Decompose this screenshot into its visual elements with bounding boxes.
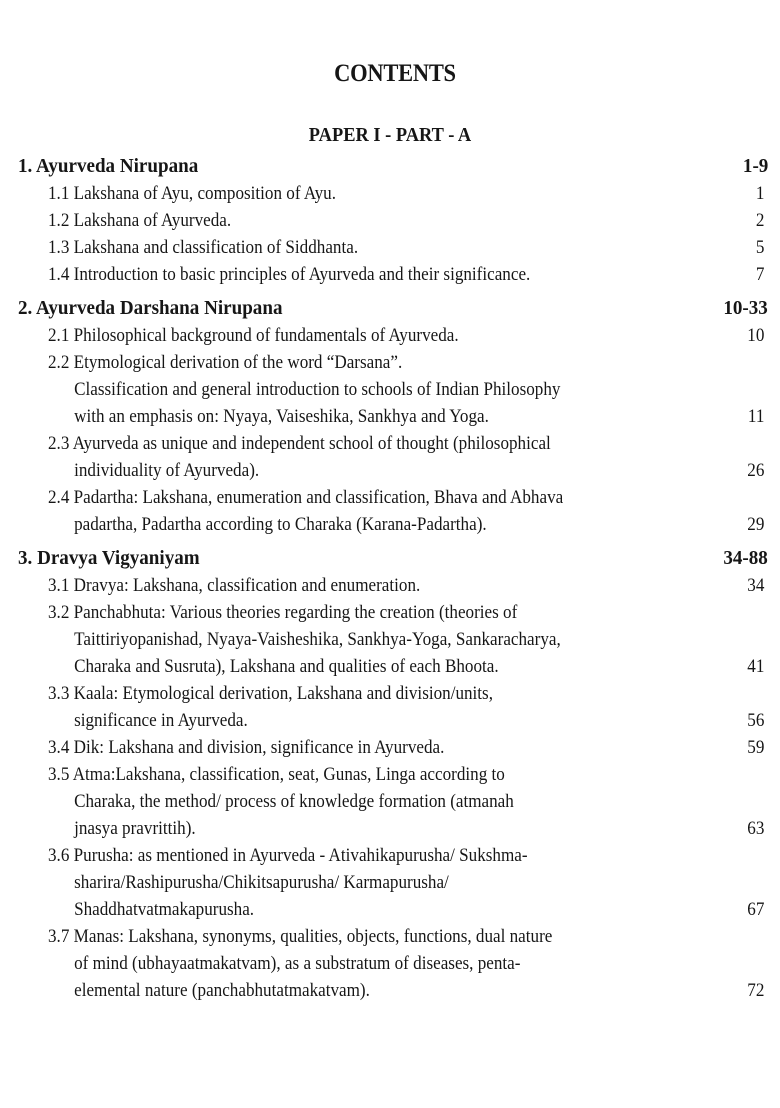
entry-text: Shaddhatvatmakapurusha. [74,899,255,920]
entry-text: 3.2 Panchabhuta: Various theories regarding the creation (theories of [48,602,518,623]
entry-text: with an emphasis on: Nyaya, Vaiseshika, Sankhya and Yoga. [74,406,489,427]
chapter-heading [18,152,768,180]
chapter-title: 3. Dravya Vigyaniyam [18,547,200,569]
entry-text: 1.2 Lakshana of Ayurveda. [48,210,232,231]
entry-text: padartha, Padartha according to Charaka (Karana-Padartha). [74,514,487,535]
entry-page: 56 [747,710,765,731]
toc-entry [18,599,768,680]
entry-text: elemental nature (panchabhutatmakatvam). [74,980,370,1001]
entry-text: Charaka and Susruta), Lakshana and qualities of each Bhoota. [74,656,499,677]
entry-text: individuality of Ayurveda). [74,460,260,481]
chapter-title: 1. Ayurveda Nirupana [18,155,199,177]
entry-text: 1.4 Introduction to basic principles of Ayurveda and their significance. [48,264,531,285]
entry-text: of mind (ubhayaatmakatvam), as a substratum of diseases, penta- [74,953,521,974]
entry-text: 2.4 Padartha: Lakshana, enumeration and classification, Bhava and Abhava [48,487,564,508]
toc-entry [18,680,768,734]
entry-page: 10 [747,325,765,346]
part-heading: PAPER I - PART - A [308,124,472,146]
toc-entry [18,484,768,538]
toc-entry [18,261,768,288]
chapter-heading [18,544,768,572]
entry-text: 3.5 Atma:Lakshana, classification, seat, Gunas, Linga according to [48,764,505,785]
toc-entry [18,430,768,484]
chapter-title: 2. Ayurveda Darshana Nirupana [18,297,283,319]
chapter-pages: 10-33 [723,297,768,319]
entry-text: significance in Ayurveda. [74,710,248,731]
entry-page: 63 [747,818,765,839]
entry-text: 1.3 Lakshana and classification of Siddhanta. [48,237,359,258]
entry-text: 3.7 Manas: Lakshana, synonyms, qualities, objects, functions, dual nature [48,926,553,947]
entry-page: 5 [755,237,765,258]
entry-text: 3.4 Dik: Lakshana and division, significance in Ayurveda. [48,737,445,758]
toc-entry [18,923,768,1004]
entry-page: 72 [747,980,765,1001]
entry-page: 1 [755,183,765,204]
toc-entry [18,207,768,234]
entry-text: Taittiriyopanishad, Nyaya-Vaisheshika, Sankhya-Yoga, Sankaracharya, [74,629,561,650]
toc-entry [18,842,768,923]
entry-page: 34 [747,575,765,596]
entry-text: 2.3 Ayurveda as unique and independent school of thought (philosophical [48,433,551,454]
entry-text: 1.1 Lakshana of Ayu, composition of Ayu. [48,183,337,204]
chapter-pages: 34-88 [723,547,768,569]
entry-page: 41 [747,656,765,677]
entry-text: Charaka, the method/ process of knowledge formation (atmanah [74,791,514,812]
entry-text: 2.1 Philosophical background of fundamentals of Ayurveda. [48,325,459,346]
entry-text: 3.6 Purusha: as mentioned in Ayurveda - Ativahikapurusha/ Sukshma- [48,845,528,866]
entry-page: 67 [747,899,765,920]
entry-text: Classification and general introduction to schools of Indian Philosophy [74,379,561,400]
entry-text: 3.1 Dravya: Lakshana, classification and enumeration. [48,575,421,596]
entry-text: jnasya pravrittih). [74,818,196,839]
toc-entry [18,322,768,349]
entry-page: 59 [747,737,765,758]
chapter-pages: 1-9 [742,155,768,177]
chapter-heading [18,294,768,322]
toc-entry [18,572,768,599]
toc-entry [18,734,768,761]
entry-page: 26 [747,460,765,481]
toc-entry [18,180,768,207]
toc-entry [18,234,768,261]
entry-page: 11 [747,406,765,427]
toc-entry [18,761,768,842]
entry-text: 3.3 Kaala: Etymological derivation, Lakshana and division/units, [48,683,493,704]
entry-page: 2 [755,210,765,231]
entry-text: sharira/Rashipurusha/Chikitsapurusha/ Karmapurusha/ [74,872,449,893]
entry-page: 7 [755,264,765,285]
entry-text: 2.2 Etymological derivation of the word “Darsana”. [48,352,403,373]
entry-page: 29 [747,514,765,535]
table-of-contents [18,150,768,1004]
page-title: CONTENTS [334,60,456,87]
toc-entry [18,349,768,430]
